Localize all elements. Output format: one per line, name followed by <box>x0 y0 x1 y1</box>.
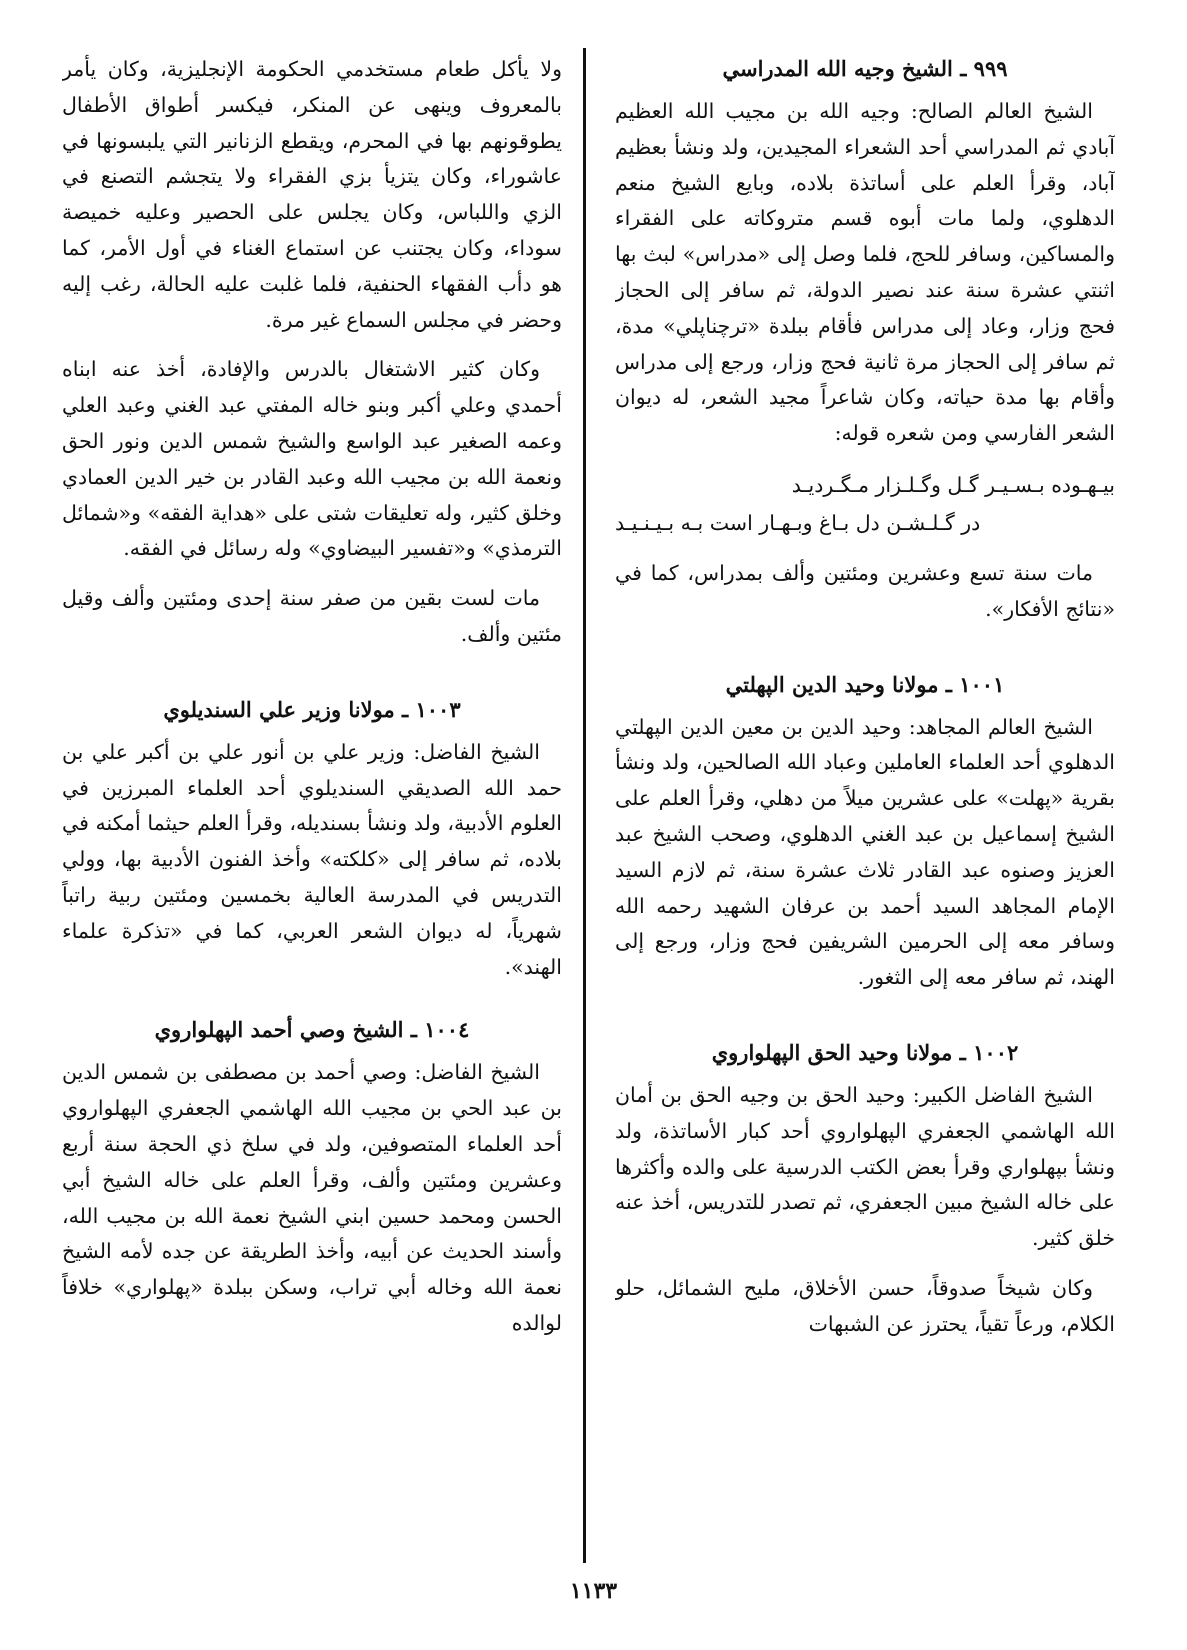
entry-999-heading: ٩٩٩ ـ الشيخ وجيه الله المدراسي <box>722 56 1008 81</box>
entry-1002-heading: ١٠٠٢ ـ مولانا وحيد الحق الپهلواروي <box>711 1039 1019 1065</box>
entry-1002-body-2: وكان شيخاً صدوقاً، حسن الأخلاق، مليح الشمائل، حلو الكلام، ورعاً تقياً، يحترز عن الشبهات <box>615 1275 1115 1336</box>
page-number: ١١٣٣ <box>569 1578 618 1604</box>
entry-1004-heading: ١٠٠٤ ـ الشيخ وصي أحمد الپهلواروي <box>154 1017 470 1043</box>
entry-1001-body: الشيخ العالم المجاهد: وحيد الدين بن معين الدين الپهلتي الدهلوي أحد العلماء العاملين وعباد الله الصالحين، ولد ونشأ بقرية «پهلت» على عشرين ميلاً من دهلي، وقرأ العلم على الشيخ إسماعيل بن عبد الغني الدهلوي، وصحب الشيخ عبد العزيز وصنوه عبد القادر ثلاث عشرة سنة، ثم لازم السيد الإمام المجاهد السيد أحمد بن عرفان الشهيد رحمه الله وسافر معه إلى الحرمين الشريفين فحج وزار، ورجع إلى الهند، ثم سافر معه إلى الثغور. <box>615 714 1115 990</box>
column-divider <box>583 48 586 1563</box>
entry-999-body: الشيخ العالم الصالح: وجيه الله بن مجيب الله العظيم آبادي ثم المدراسي أحد الشعراء المجيدين، ولد ونشأ بعظيم آباد، وقرأ العلم على أساتذة بلاده، وبايع الشيخ منعم الدهلوي، ولما مات أبوه قسم متروكاته على الفقراء والمساكين، وسافر للحج، فلما وصل إلى «مدراس» لبث بها اثنتي عشرة سنة عند نصير الدولة، ثم سافر إلى الحجاز فحج وزار، وعاد إلى مدراس فأقام ببلدة «ترچناپلي» مدة، ثم سافر إلى الحجاز مرة ثانية فحج وزار، ورجع إلى مدراس وأقام بها مدة حياته، وكان شاعراً مجيد الشعر، له ديوان الشعر الفارسي ومن شعره قوله: <box>615 99 1115 446</box>
entry-1004-body: الشيخ الفاضل: وصي أحمد بن مصطفى بن شمس الدين بن عبد الحي بن مجيب الله الهاشمي الجعفري الپهلواروي أحد العلماء المتصوفين، ولد في سلخ ذي الحجة سنة أربع وعشرين ومئتين وألف، وقرأ العلم على خاله الشيخ أبي الحسن ومحمد حسين ابني الشيخ نعمة الله بن مجيب الله، وأسند الحديث عن أبيه، وأخذ الطريقة عن جده لأمه الشيخ نعمة الله وخاله أبي تراب، وسكن ببلدة «پهلواري» خلافاً لوالده <box>62 1060 562 1335</box>
verse-line-2: در گـلـشـن دل بـاغ وبـهـار است بـه بـيـنـيـد <box>615 510 981 535</box>
entry-1002-continuation: ولا يأكل طعام مستخدمي الحكومة الإنجليزية، وكان يأمر بالمعروف وينهى عن المنكر، فيكسر أطواق الأطفال يطوقونهم بها في المحرم، ويقطع الزنانير التي يلبسونها في عاشوراء، وكان يتزيأ بزي الفقراء ولا يتجشم التصنع في الزي واللباس، وكان يجلس على الحصير وعليه خميصة سوداء، وكان يجتنب عن استماع الغناء في أول الأمر، كما هو دأب الفقهاء الحنفية، فلما غلبت عليه الحالة، رغب إليه وحضر في مجلس السماع غير مرة. <box>62 57 562 332</box>
left-column <box>62 52 562 1572</box>
entry-1002-teaching: وكان كثير الاشتغال بالدرس والإفادة، أخذ عنه ابناه أحمدي وعلي أكبر وبنو خاله المفتي عبد الغني وعبد العلي وعمه الصغير عبد الواسع والشيخ شمس الدين ونور الحق ونعمة الله بن مجيب الله وعبد القادر بن خير الدين العمادي وخلق كثير، وله تعليقات شتى على «هداية الفقه» و«شمائل الترمذي» و«تفسير البيضاوي» وله رسائل في الفقه. <box>62 357 562 561</box>
entry-999-death: مات سنة تسع وعشرين ومئتين وألف بمدراس، كما في «نتائج الأفكار». <box>615 560 1115 621</box>
entry-1003-heading: ١٠٠٣ ـ مولانا وزير علي السنديلوي <box>163 696 461 722</box>
entry-1002-death: مات لست بقين من صفر سنة إحدى ومئتين وألف وقيل مئتين وألف. <box>62 586 562 646</box>
entry-1003-body: الشيخ الفاضل: وزير علي بن أنور علي بن أكبر علي بن حمد الله الصديقي السنديلوي أحد العلماء المبرزين في العلوم الأدبية، ولد ونشأ بسنديله، وقرأ العلم حيثما أمكنه في بلاده، ثم سافر إلى «كلكته» وأخذ الفنون الأدبية بها، وولي التدريس في المدرسة العالية بخمسين ومئتين ربية راتباً شهرياً، له ديوان الشعر العربي، كما في «تذكرة علماء الهند». <box>62 739 562 979</box>
right-column <box>615 52 1115 1572</box>
entry-1001-heading: ١٠٠١ ـ مولانا وحيد الدين الپهلتي <box>725 671 1005 697</box>
verse-line-1: بيـهـوده بـسـيـر گـل وگـلـزار مـگـرديـد <box>791 472 1115 497</box>
entry-1002-body: الشيخ الفاضل الكبير: وحيد الحق بن وجيه الحق بن أمان الله الهاشمي الجعفري الپهلواروي أحد كبار الأساتذة، ولد ونشأ بپهلواري وقرأ بعض الكتب الدرسية على والده وأكثرها على خاله الشيخ مبين الجعفري، ثم تصدر للتدريس، أخذ عنه خلق كثير. <box>615 1082 1115 1251</box>
